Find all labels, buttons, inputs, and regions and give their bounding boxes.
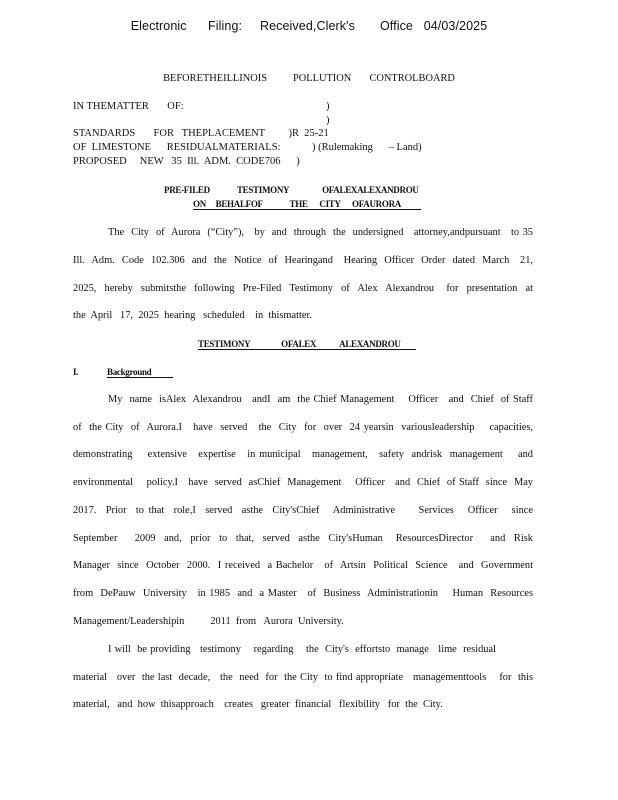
document-title-subline: ON BEHALFOF THE CITY OFAURORA: [193, 199, 421, 210]
intro-line: 2025, hereby submitsthe following Pre-Filed Testimony of Alex Alexandrou for presentation at: [73, 283, 533, 294]
caption-paren: ): [326, 115, 330, 126]
background-line: environmental policy.I have served asChief Management Officer and Chief of Staff since May: [73, 477, 533, 488]
intro-line: The City of Aurora (“City”), by and through the undersigned attorney,andpursuant to 35: [108, 227, 533, 238]
document-title: PRE-FILED TESTIMONY OFALEXALEXANDROU: [164, 185, 419, 195]
caption-line: PROPOSED NEW 35 Ill. ADM. CODE706 ): [73, 156, 300, 167]
background-line: 2017. Prior to that role,I served asthe City'sChief Administrative Services Officer since: [73, 505, 533, 516]
background-heading: Background: [107, 367, 173, 378]
background-line: My name isAlex Alexandrou andI am the Chief Management Officer and Chief of Staff: [108, 394, 533, 405]
intro-line: Ill. Adm. Code 102.306 and the Notice of Hearingand Hearing Officer Order dated March 21,: [73, 255, 533, 266]
section-heading: TESTIMONY OFALEX ALEXANDROU: [198, 339, 416, 350]
background-line: from DePauw University in 1985 and a Master of Business Administrationin Human Resources: [73, 588, 533, 599]
background-line: September 2009 and, prior to that, served asthe City'sHuman ResourcesDirector and Risk: [73, 533, 533, 544]
background-line: Manager since October 2000. I received a Bachelor of Artsin Political Science and Government: [73, 560, 533, 571]
background-line: of the City of Aurora.I have served the City for over 24 yearsin variousleadership capacities,: [73, 422, 533, 433]
in-the-matter-label: IN THEMATTER OF:: [73, 101, 184, 112]
background-line: material over the last decade, the need for the City to find appropriate managementtools for this: [73, 672, 533, 683]
caption-line: STANDARDS FOR THEPLACEMENT )R 25-21: [73, 128, 329, 139]
section-numeral: I.: [73, 367, 79, 377]
caption-paren: ): [326, 101, 330, 112]
intro-line: the April 17, 2025 hearing scheduled in thismatter.: [73, 310, 312, 321]
background-line: material, and how thisapproach creates greater financial flexibility for the City.: [73, 699, 443, 710]
board-heading: BEFORETHEILLINOIS POLLUTION CONTROLBOARD: [163, 73, 455, 84]
filing-stamp: Electronic Filing: Received,Clerk's Office 04/03/2025: [130, 19, 488, 33]
caption-line: OF LIMESTONE RESIDUALMATERIALS: ) (Rulemaking – Land): [73, 142, 422, 153]
background-line: I will be providing testimony regarding the City's effortsto manage lime residual: [108, 644, 496, 655]
background-line: Management/Leadershipin 2011 from Aurora University.: [73, 616, 344, 627]
background-line: demonstrating extensive expertise in municipal management, safety andrisk management and: [73, 449, 533, 460]
